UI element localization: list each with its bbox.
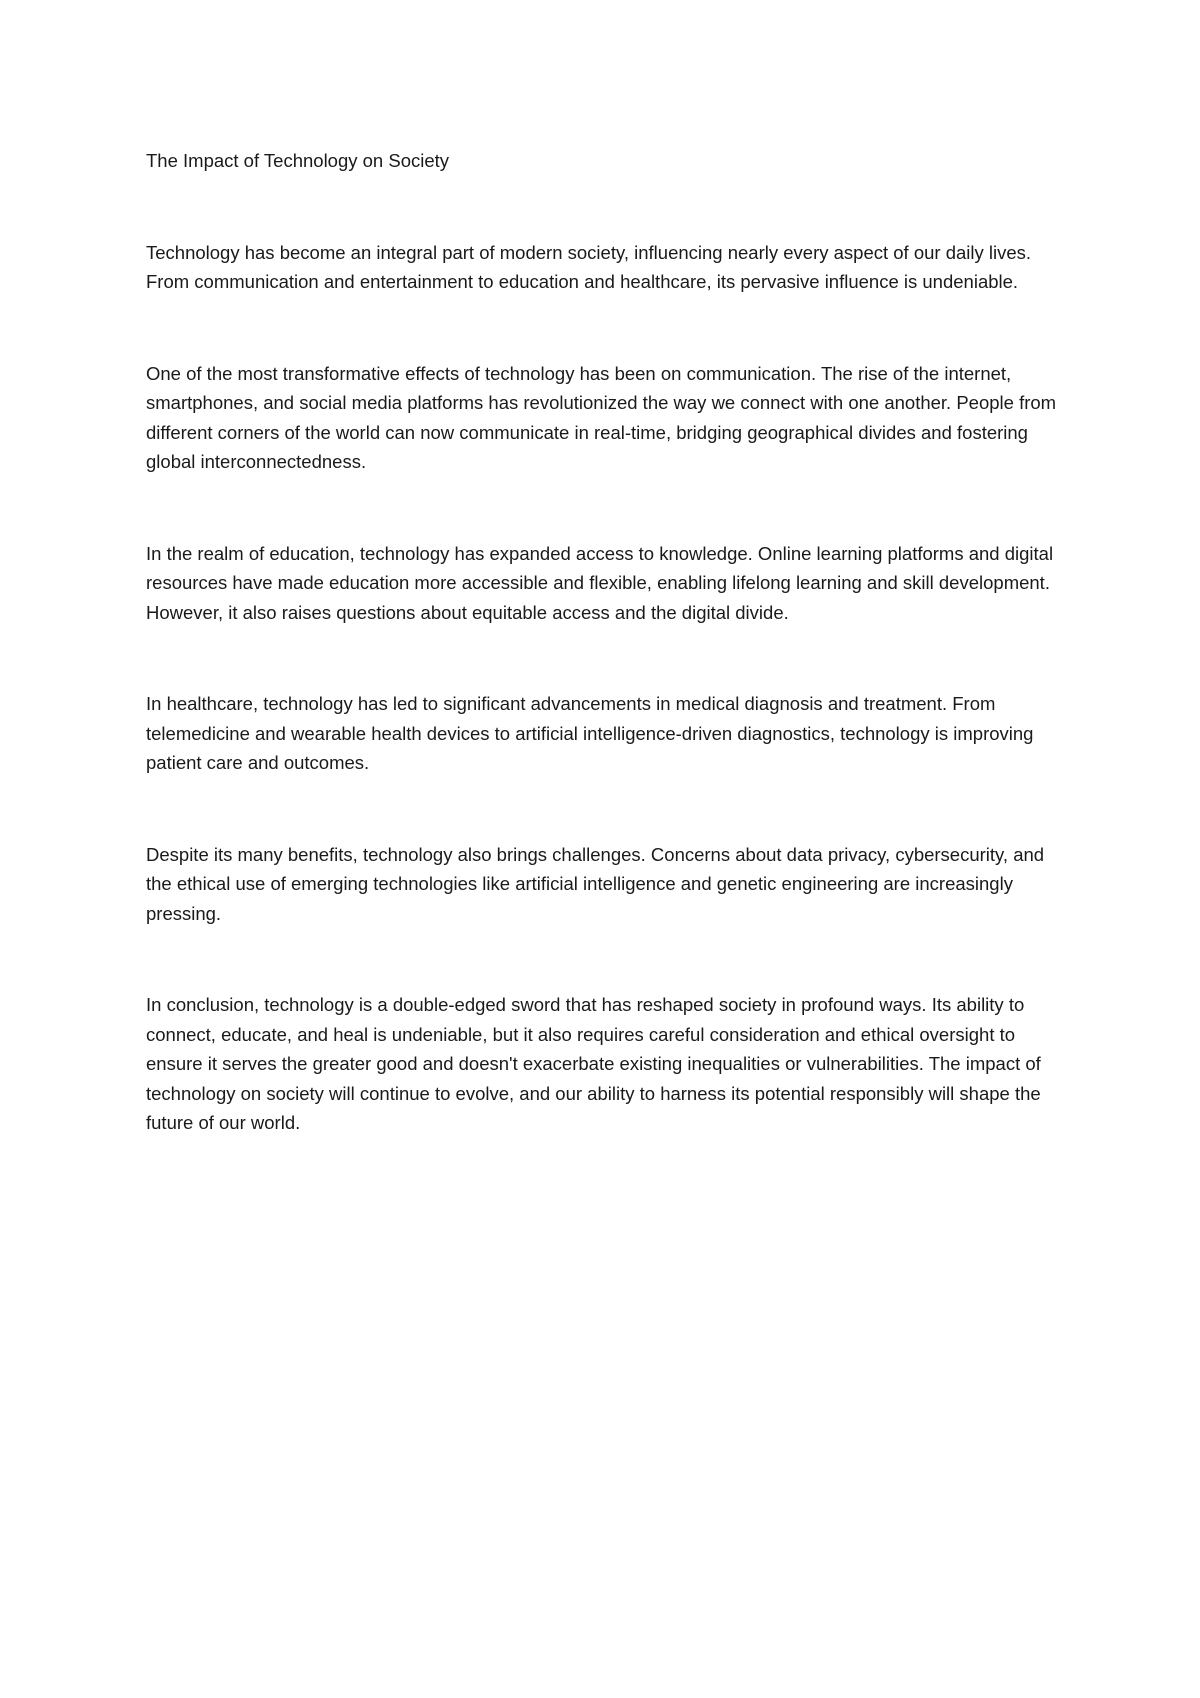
paragraph-education: In the realm of education, technology has expanded access to knowledge. Online learning platforms and digital resources have made education more accessible and flexible, enabling lifelong learning and skill development. However, it also raises questions about equitable access and the digital divide. (146, 542, 1054, 623)
paragraph-challenges: Despite its many benefits, technology also brings challenges. Concerns about data privacy, cybersecurity, and the ethical use of emerging technologies like artificial intelligence and genetic engineering are increasingly pressing. (146, 843, 1045, 924)
paragraph-healthcare: In healthcare, technology has led to significant advancements in medical diagnosis and treatment. From telemedicine and wearable health devices to artificial intelligence-driven diagnostics, technology is improving patient care and outcomes. (146, 693, 1034, 773)
document-title: The Impact of Technology on Society (146, 150, 450, 171)
paragraph-communication: One of the most transformative effects of technology has been on communication. The rise of the internet, smartphones, and social media platforms has revolutionized the way we connect with one another. People from different corners of the world can now communicate in real-time, bridging geographical divides and fostering global interconnectedness. (146, 362, 1057, 472)
document-body (146, 146, 1066, 1200)
paragraph-introduction: Technology has become an integral part of modern society, influencing nearly every aspect of our daily lives. From communication and entertainment to education and healthcare, its pervasive influence is undeniable. (146, 241, 1032, 292)
paragraph-conclusion: In conclusion, technology is a double-edged sword that has reshaped society in profound ways. Its ability to connect, educate, and heal is undeniable, but it also requires careful consideration and ethical oversight to ensure it serves the greater good and doesn't exacerbate existing inequalities or vulnerabilities. The impact of technology on society will continue to evolve, and our ability to harness its potential responsibly will shape the future of our world. (146, 994, 1041, 1133)
